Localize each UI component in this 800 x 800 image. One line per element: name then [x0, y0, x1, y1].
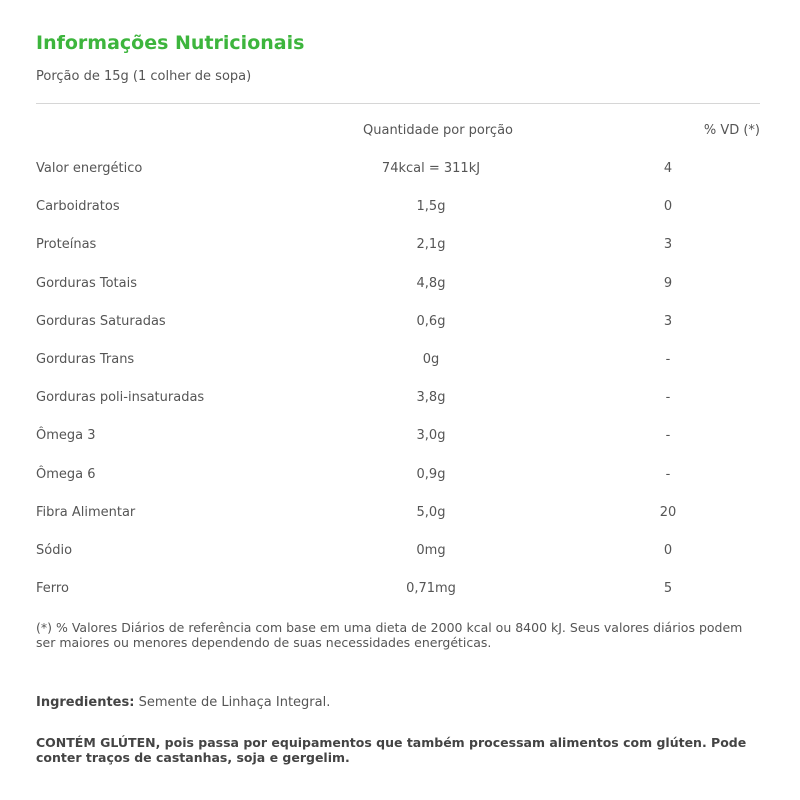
nutrient-amount: 2,1g [416, 237, 446, 253]
ingredients-text: Semente de Linhaça Integral. [134, 695, 331, 710]
nutrient-dv: 4 [663, 161, 673, 176]
nutrient-name: Proteínas [36, 237, 97, 253]
table-row [36, 267, 760, 305]
nutrient-dv: 5 [663, 581, 673, 597]
table-row [36, 190, 760, 228]
allergen-warning: CONTÉM GLÚTEN, pois passa por equipamentos que também processam alimentos com glúten. Pode conter traços de castanhas, soja e gergelim. [36, 735, 747, 765]
nutrient-amount: 0g [422, 351, 440, 367]
nutrient-dv: - [665, 466, 671, 482]
nutrient-amount: 74kcal = 311kJ [381, 161, 481, 176]
page-title: Informações Nutricionais [36, 32, 305, 54]
nutrient-dv: - [665, 390, 671, 406]
nutrient-amount: 5,0g [416, 504, 446, 520]
nutrient-name: Valor energético [36, 161, 143, 176]
ingredients-label: Ingredientes: [36, 695, 135, 710]
portion-size: Porção de 15g (1 colher de sopa) [36, 69, 252, 84]
table-row [36, 572, 760, 610]
nutrient-name: Gorduras Totais [36, 275, 137, 291]
divider [36, 103, 760, 104]
nutrient-dv: - [665, 428, 671, 444]
nutrient-dv: 0 [663, 542, 673, 558]
nutrient-name: Gorduras Trans [36, 351, 135, 367]
nutrient-name: Ômega 6 [36, 466, 96, 482]
nutrient-dv: 0 [663, 199, 673, 215]
column-header-dv: % VD (*) [703, 123, 760, 138]
nutrient-name: Ômega 3 [36, 428, 96, 444]
table-row [36, 458, 760, 496]
nutrient-amount: 0,6g [416, 313, 446, 329]
nutrient-name: Fibra Alimentar [36, 504, 136, 520]
nutrient-dv: 3 [663, 237, 673, 253]
nutrient-amount: 3,8g [416, 390, 446, 406]
table-row [36, 343, 760, 381]
table-row [36, 305, 760, 343]
nutrient-amount: 4,8g [416, 275, 446, 291]
nutrient-name: Gorduras poli-insaturadas [36, 390, 205, 406]
nutrient-dv: 20 [659, 504, 677, 520]
nutrient-dv: 9 [663, 275, 673, 291]
nutrient-amount: 1,5g [416, 199, 446, 215]
table-row [36, 419, 760, 457]
nutrient-name: Sódio [36, 542, 73, 558]
nutrient-name: Ferro [36, 581, 69, 597]
nutrient-amount: 3,0g [416, 428, 446, 444]
nutrient-amount: 0mg [416, 542, 446, 558]
nutrient-name: Carboidratos [36, 199, 120, 215]
table-row [36, 228, 760, 266]
nutrient-name: Gorduras Saturadas [36, 313, 166, 329]
column-header-amount: Quantidade por porção [363, 123, 514, 138]
nutrient-amount: 0,9g [416, 466, 446, 482]
nutrient-dv: 3 [663, 313, 673, 329]
ingredients [36, 695, 330, 710]
table-row [36, 381, 760, 419]
daily-value-footnote: (*) % Valores Diários de referência com base em uma dieta de 2000 kcal ou 8400 kJ. Seus valores diários podem ser maiores ou menores dependendo de suas necessidades energéticas. [36, 620, 743, 650]
nutrient-amount: 0,71mg [406, 581, 456, 597]
table-row [36, 152, 760, 190]
nutrition-table [36, 152, 760, 610]
table-row [36, 534, 760, 572]
nutrient-dv: - [665, 351, 671, 367]
table-row [36, 496, 760, 534]
